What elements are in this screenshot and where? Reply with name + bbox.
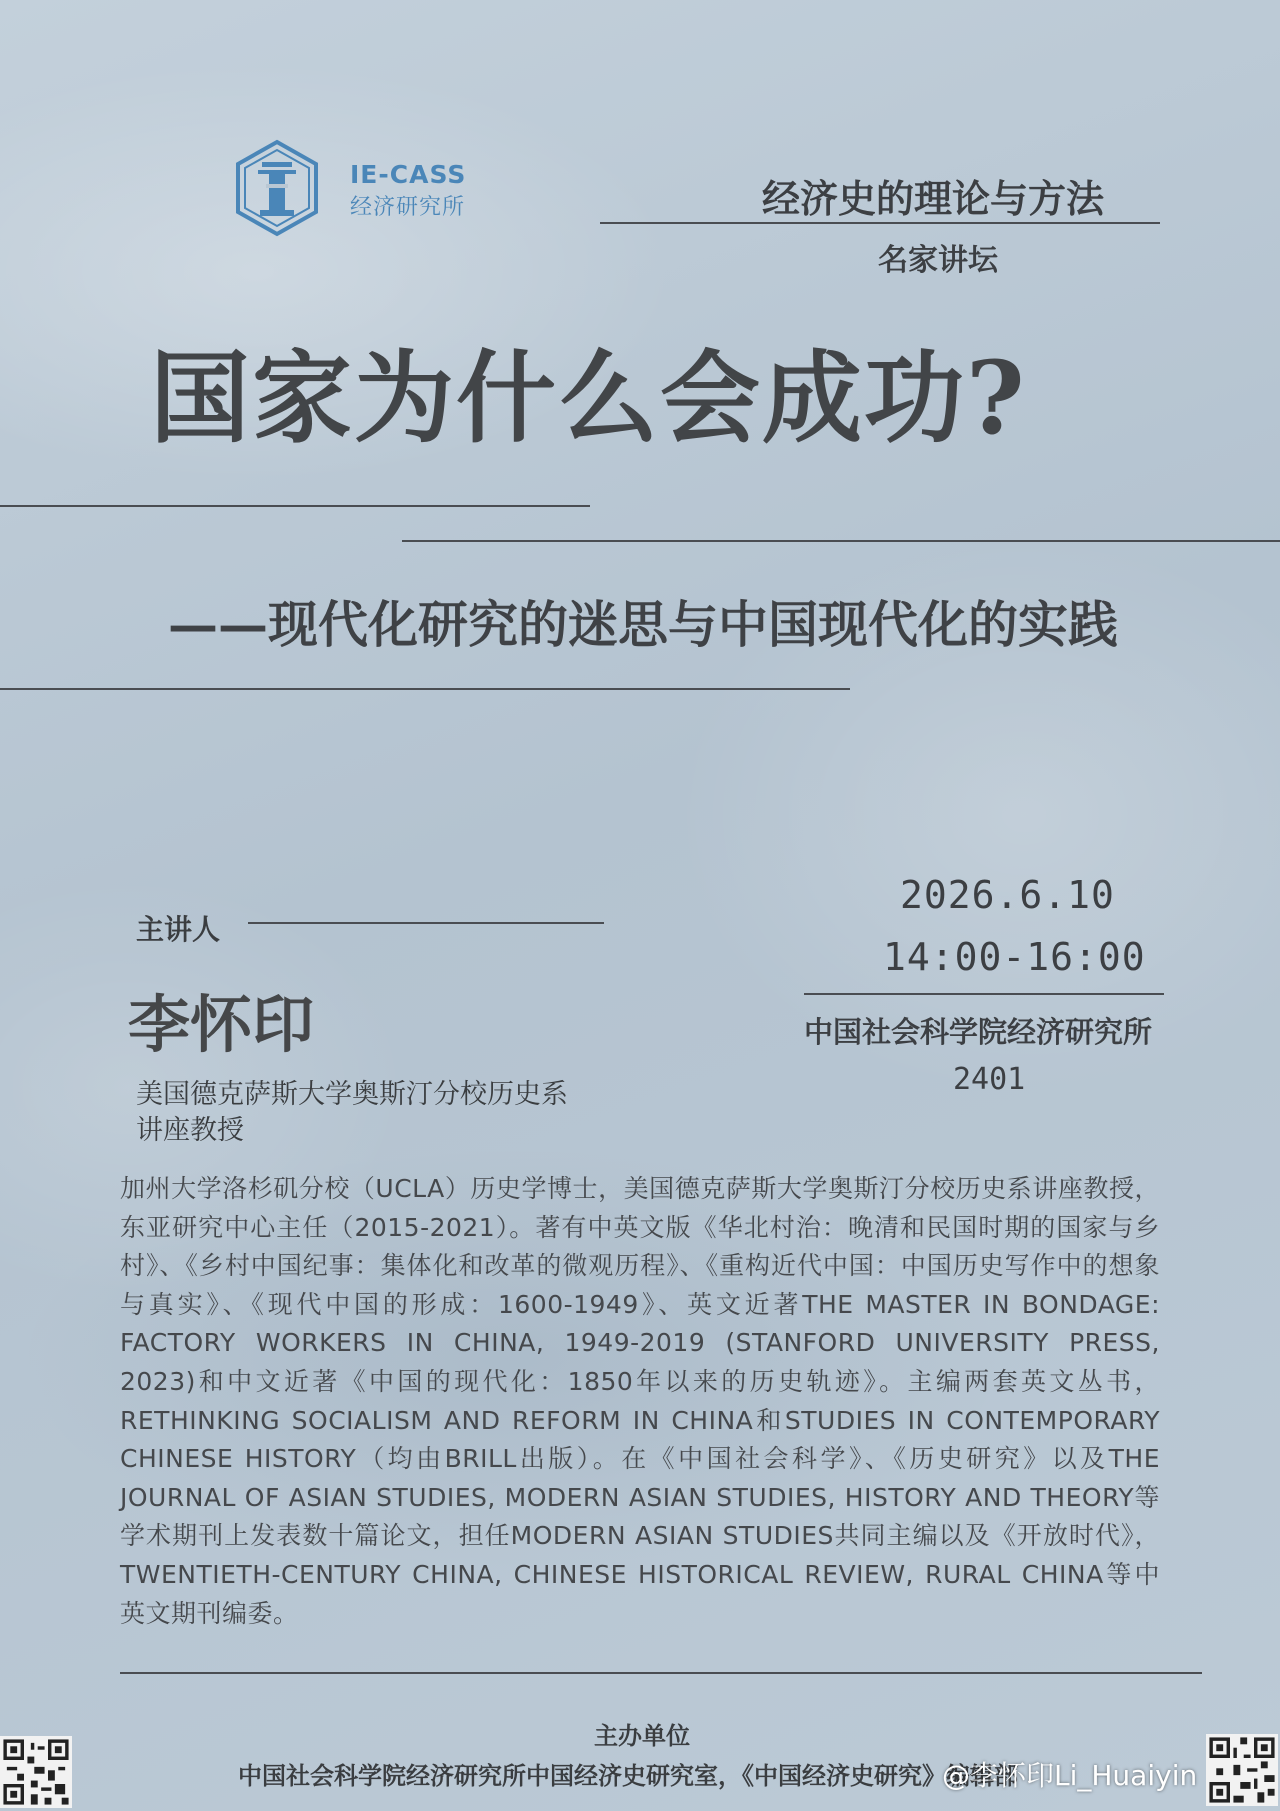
logo-text-en: IE-CASS: [350, 160, 467, 189]
qr-code-icon: [0, 1736, 72, 1808]
host-organizations: 中国社会科学院经济研究所中国经济史研究室，《中国经济史研究》编辑部: [238, 1761, 1018, 1790]
title-rule-2: [402, 540, 1280, 542]
event-room: 2401: [953, 1062, 1026, 1097]
speaker-rule: [248, 922, 604, 924]
title-rule-1: [0, 505, 590, 507]
speaker-bio: 加州大学洛杉矶分校（UCLA）历史学博士，美国德克萨斯大学奥斯汀分校历史系讲座教授，东亚研究中心主任（2015-2021）。著有中英文版《华北村治：晚清和民国时期的国家与乡村》、《乡村中国纪事：集体化和改革的微观历程》、《重构近代中国：中国历史写作中的想象与真实》、《现代中国的形成：1600-1949》、英文近著THE MASTER IN BONDAGE: FACTORY WORKERS IN CHINA, 1949-2019 (STANFORD UNIVERSITY PRESS, 2023)和中文近著《中国的现代化：1850年以来的历史轨迹》。主编两套英文丛书，RETHINKING SOCIALISM AND REFORM IN CHINA和STUDIES IN CONTEMPORARY CHINESE HISTORY（均由BRILL出版）。在《中国社会科学》、《历史研究》以及THE JOURNAL OF ASIAN STUDIES, MODERN ASIAN STUDIES, HISTORY AND THEORY等学术期刊上发表数十篇论文，担任MODERN ASIAN STUDIES共同主编以及《开放时代》，TWENTIETH-CENTURY CHINA, CHINESE HISTORICAL REVIEW, RURAL CHINA等中英文期刊编委。: [120, 1174, 1160, 1628]
event-rule: [804, 993, 1164, 995]
host-label: 主办单位: [594, 1721, 690, 1750]
event-date: 2026.6.10: [900, 873, 1115, 917]
series-title: 经济史的理论与方法: [762, 176, 1105, 221]
speaker-affiliation: 美国德克萨斯大学奥斯汀分校历史系: [136, 1079, 568, 1110]
subtitle-rule: [0, 688, 850, 690]
speaker-label: 主讲人: [136, 913, 221, 946]
sub-series-title: 名家讲坛: [878, 243, 998, 278]
speaker-title: 讲座教授: [136, 1115, 244, 1146]
main-title: 国家为什么会成功?: [150, 339, 1027, 457]
logo-text-cn: 经济研究所: [350, 195, 466, 220]
event-venue: 中国社会科学院经济研究所: [804, 1015, 1153, 1049]
subtitle: ——现代化研究的迷思与中国现代化的实践: [168, 595, 1118, 654]
iecass-emblem-icon: [232, 138, 322, 238]
footer-rule: [120, 1672, 1202, 1674]
header-rule: [600, 222, 1160, 224]
speaker-name: 李怀印: [128, 988, 315, 1061]
qr-code-icon: [1206, 1734, 1278, 1806]
event-time: 14:00-16:00: [883, 935, 1146, 979]
weibo-watermark: @李怀印Li_Huaiyin: [942, 1759, 1198, 1792]
